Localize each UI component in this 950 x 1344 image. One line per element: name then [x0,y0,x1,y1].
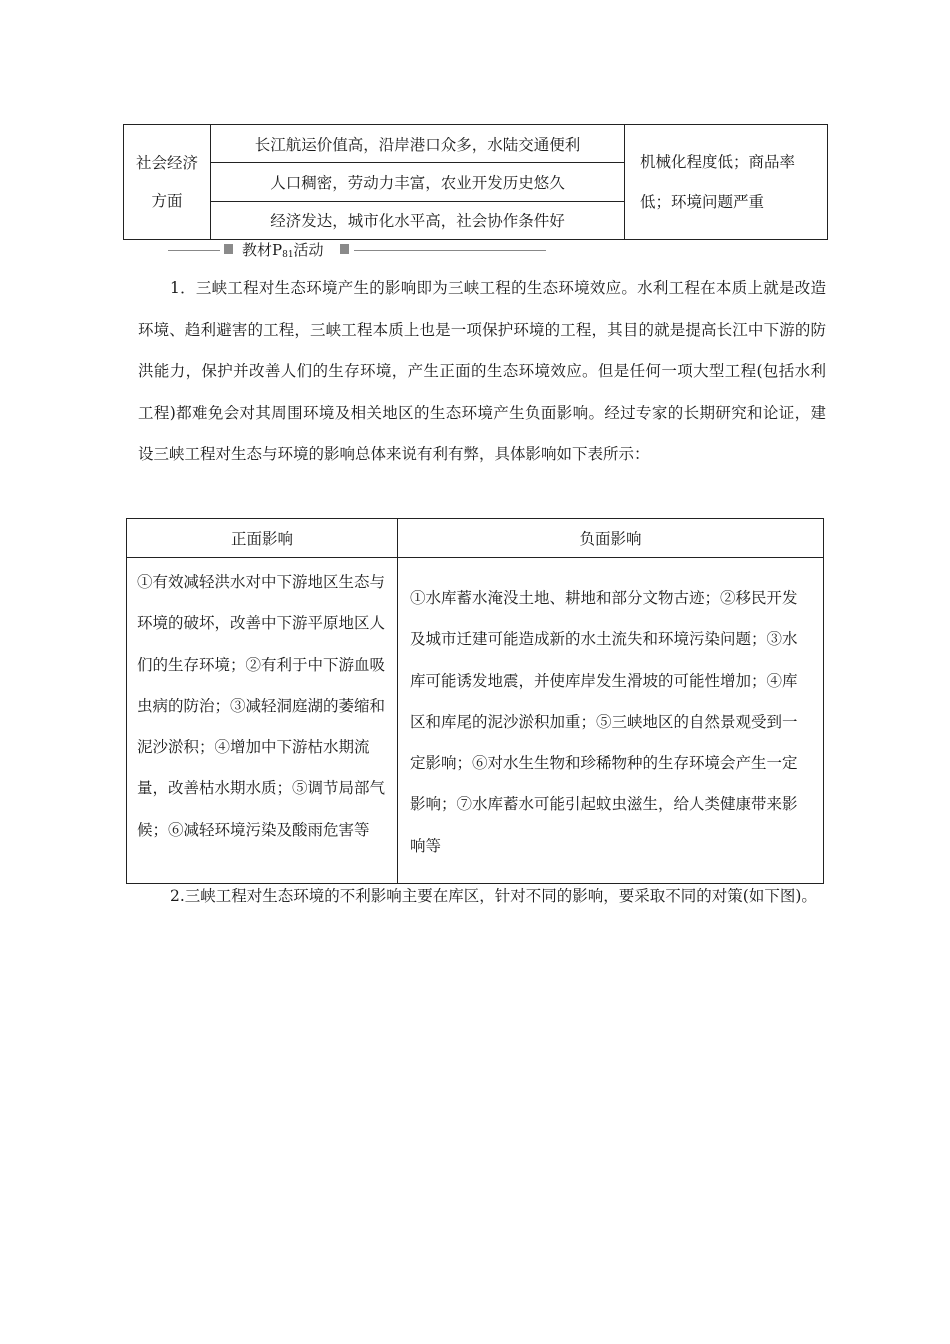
heading-text: 教材$P_{81}$活动 [242,241,324,260]
condition-cell: 人口稠密，劳动力丰富，农业开发历史悠久 [210,163,624,201]
positive-header: 正面影响 [127,519,398,558]
socioeconomic-table [123,124,828,240]
heading-square-right [340,244,349,254]
section-heading [168,239,548,261]
negative-impacts: ①水库蓄水淹没土地、耕地和部分文物古迹；②移民开发及城市迁建可能造成新的水土流失和环境污染问题；③水库可能诱发地震，并使库岸发生滑坡的可能性增加；④库区和库尾的泥沙淤积加重；⑤三峡地区的自然景观受到一定影响；⑥对水生生物和珍稀物种的生存环境会产生一定影响；⑦水库蓄水可能引起蚊虫滋生，给人类健康带来影响等 [398,558,824,884]
row-label: 社会经济方面 [124,125,211,240]
heading-rule-left [168,250,220,251]
positive-impacts: ①有效减轻洪水对中下游地区生态与环境的破坏，改善中下游平原地区人们的生存环境；②有利于中下游血吸虫病的防治；③减轻洞庭湖的萎缩和泥沙淤积；④增加中下游枯水期流量，改善枯水期水质；⑤调节局部气候；⑥减轻环境污染及酸雨危害等 [127,558,398,884]
paragraph-1: 1．三峡工程对生态环境产生的影响即为三峡工程的生态环境效应。水利工程在本质上就是改造环境、趋利避害的工程，三峡工程本质上也是一项保护环境的工程，其目的就是提高长江中下游的防洪能力，保护并改善人们的生存环境，产生正面的生态环境效应。但是任何一项大型工程(包括水利工程)都难免会对其周围环境及相关地区的生态环境产生负面影响。经过专家的长期研究和论证，建设三峡工程对生态与环境的影响总体来说有利有弊，具体影响如下表所示： [138,279,826,463]
heading-square-left [224,244,233,254]
heading-rule-right [354,250,546,251]
condition-cell: 经济发达，城市化水平高，社会协作条件好 [210,201,624,239]
problems-cell: 机械化程度低；商品率低；环境问题严重 [625,125,828,240]
paragraph-2: 2.三峡工程对生态环境的不利影响主要在库区，针对不同的影响，要采取不同的对策(如下图)。 [170,887,817,905]
impact-table [126,518,824,884]
condition-cell: 长江航运价值高，沿岸港口众多，水陆交通便利 [210,125,624,163]
negative-header: 负面影响 [398,519,824,558]
